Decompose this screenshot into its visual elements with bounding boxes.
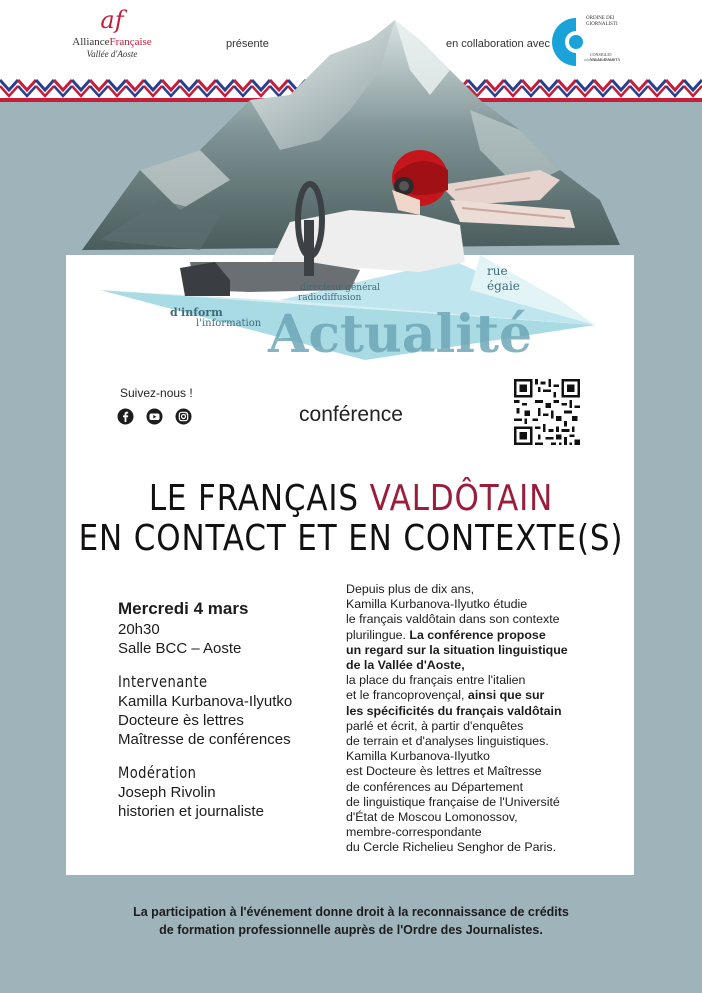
newspaper-snippet: égaie (487, 279, 520, 293)
event-time: 20h30 (118, 621, 160, 638)
newspaper-snippet: radiodiffusion (298, 293, 362, 303)
af-logo-subtitle: Vallée d'Aoste (86, 49, 138, 59)
newspaper-snippet: rue (487, 264, 508, 278)
speaker-name: Kamilla Kurbanova-Ilyutko (118, 693, 293, 710)
collaboration-text: en collaboration avec (446, 38, 550, 50)
event-title-line1: LE FRANÇAIS VALDÔTAIN (148, 478, 554, 519)
qr-code[interactable] (514, 379, 580, 445)
moderator-name: Joseph Rivolin (118, 784, 216, 801)
speaker-title: Maîtresse de conférences (118, 731, 291, 748)
newspaper-snippet: l'information (196, 318, 262, 329)
newspaper-headline: Actualité (268, 304, 533, 365)
event-date: Mercredi 4 mars (118, 599, 249, 618)
speaker-title: Docteure ès lettres (118, 712, 244, 729)
event-details (118, 598, 338, 821)
event-title-line2: EN CONTACT ET EN CONTEXTE(S) (78, 518, 624, 559)
moderation-heading: Modération (118, 763, 197, 782)
af-logo-name: AllianceFrançaise (72, 36, 152, 48)
hero-illustration (0, 0, 702, 420)
newspaper-snippet: d'inform (170, 306, 223, 319)
event-description: Depuis plus de dix ans, Kamilla Kurbanova-Ilyutko étudie le français valdôtain dans son contexte plurilingue. La conférence propose un regard sur la situation linguistique de la Vallée d'Aoste, la place du français entre l'italien et le francoprovençal, ainsi que sur les spécificités du français valdôtain parlé et écrit, à partir d'enquêtes de terrain et d'analyses linguistiques. Kamilla Kurbanova-Ilyutko est Docteure ès lettres et Maîtresse de conférences au Département de linguistique française de l'Université d'État de Moscou Lomonossov, membre-correspondante du Cercle Richelieu Senghor de Paris. (346, 582, 568, 855)
ordre-logo-text: ORDINE DEI GIORNALISTI (586, 16, 618, 27)
title-accent-word: VALDÔTAIN (369, 478, 554, 519)
ordre-logo-subtext: CONSIGLIO VALLE D'AOSTA (590, 52, 621, 62)
speaker-heading: Intervenante (118, 672, 208, 691)
moderator-title: historien et journaliste (118, 803, 264, 820)
event-type-label: conférence (299, 403, 403, 426)
footer-note: La participation à l'événement donne droit à la reconnaissance de crédits de formation professionnelle auprès de l'Ordre des Journalistes. (133, 905, 569, 937)
follow-us-label: Suivez-nous ! (120, 386, 193, 400)
af-logo-mark: af (100, 6, 124, 34)
newspaper-snippet: directeur général (300, 283, 380, 293)
event-venue: Salle BCC – Aoste (118, 640, 242, 657)
presente-text: présente (226, 38, 269, 50)
